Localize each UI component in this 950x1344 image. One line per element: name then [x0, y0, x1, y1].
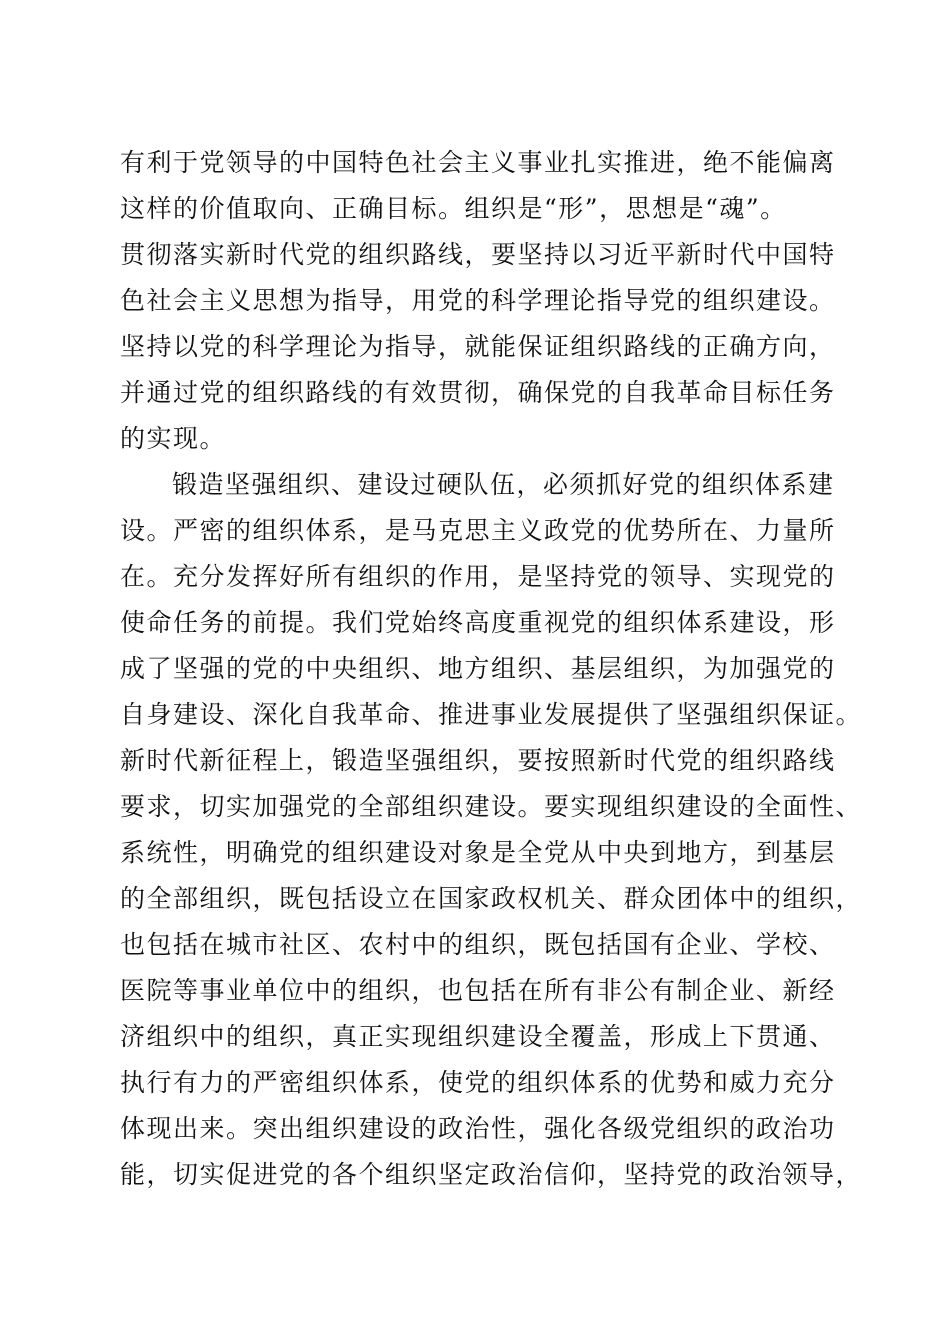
text-line: 并通过党的组织路线的有效贯彻，确保党的自我革命目标任务 [120, 378, 836, 407]
document-body [120, 140, 863, 1198]
text-line: 在。充分发挥好所有组织的作用，是坚持党的领导、实现党的 [120, 562, 836, 591]
text-line: 使命任务的前提。我们党始终高度重视党的组织体系建设，形 [120, 608, 836, 637]
text-line: 的实现。 [120, 424, 227, 453]
text-line: 也包括在城市社区、农村中的组织，既包括国有企业、学校、 [120, 930, 836, 959]
paragraph-2 [120, 462, 863, 1198]
text-line: 执行有力的严密组织体系，使党的组织体系的优势和威力充分 [120, 1068, 836, 1097]
text-line: 成了坚强的党的中央组织、地方组织、基层组织，为加强党的 [120, 654, 836, 683]
text-line: 能，切实促进党的各个组织坚定政治信仰，坚持党的政治领导， [120, 1160, 863, 1189]
text-line: 系统性，明确党的组织建设对象是全党从中央到地方，到基层 [120, 838, 836, 867]
text-line: 这样的价值取向、正确目标。组织是“形”，思想是“魂”。 [120, 194, 787, 223]
text-line-indented: 锻造坚强组织、建设过硬队伍，必须抓好党的组织体系建 [172, 470, 835, 499]
text-line: 设。严密的组织体系，是马克思主义政党的优势所在、力量所 [120, 516, 836, 545]
text-line: 贯彻落实新时代党的组织路线，要坚持以习近平新时代中国特 [120, 240, 836, 269]
text-line: 的全部组织，既包括设立在国家政权机关、群众团体中的组织， [120, 884, 863, 913]
text-line: 体现出来。突出组织建设的政治性，强化各级党组织的政治功 [120, 1114, 836, 1143]
text-line: 坚持以党的科学理论为指导，就能保证组织路线的正确方向， [120, 332, 836, 361]
text-line: 新时代新征程上，锻造坚强组织，要按照新时代党的组织路线 [120, 746, 836, 775]
text-line: 自身建设、深化自我革命、推进事业发展提供了坚强组织保证。 [120, 700, 863, 729]
text-line: 有利于党领导的中国特色社会主义事业扎实推进，绝不能偏离 [120, 148, 836, 177]
text-line: 济组织中的组织，真正实现组织建设全覆盖，形成上下贯通、 [120, 1022, 836, 1051]
text-line: 要求，切实加强党的全部组织建设。要实现组织建设的全面性、 [120, 792, 863, 821]
paragraph-1 [120, 140, 840, 462]
text-line: 医院等事业单位中的组织，也包括在所有非公有制企业、新经 [120, 976, 836, 1005]
text-line: 色社会主义思想为指导，用党的科学理论指导党的组织建设。 [120, 286, 836, 315]
